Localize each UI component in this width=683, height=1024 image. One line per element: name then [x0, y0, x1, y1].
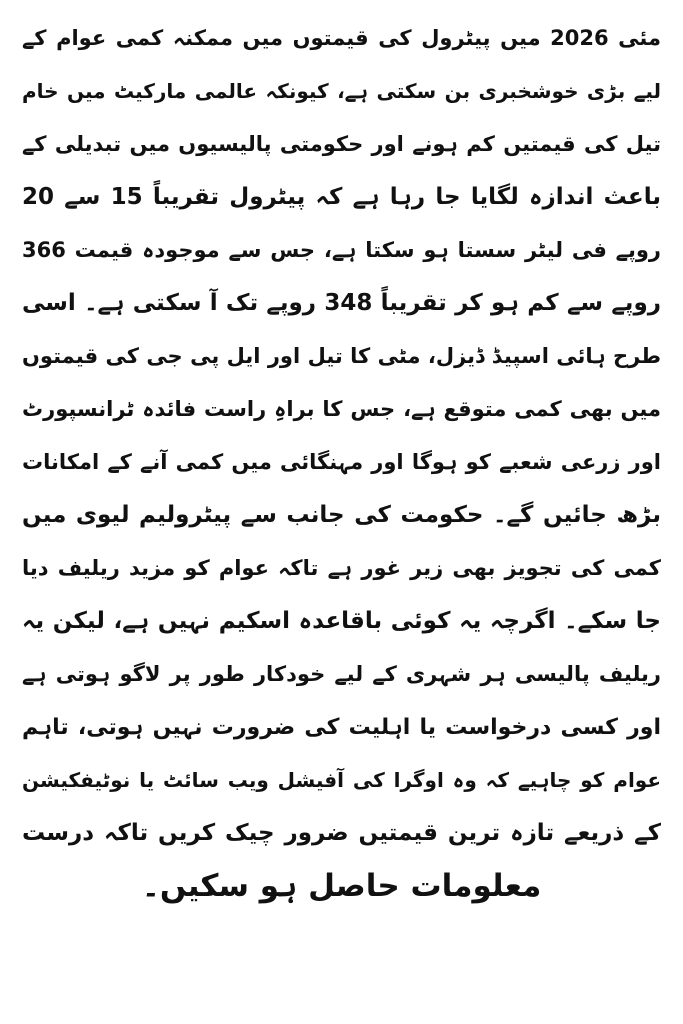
article-line: عوام کو چاہیے کہ وہ اوگرا کی آفیشل ویب سائٹ یا نوٹیفکیشن [22, 768, 661, 792]
article-line: اور زرعی شعبے کو ہوگا اور مہنگائی میں کمی آنے کے امکانات [22, 450, 661, 474]
article-line: بڑھ جائیں گے۔ حکومت کی جانب سے پیٹرولیم لیوی میں [22, 502, 661, 528]
article-line: روپے سے کم ہو کر تقریباً 348 روپے تک آ سکتی ہے۔ اسی [22, 290, 661, 316]
article-line: مئی 2026 میں پیٹرول کی قیمتوں میں ممکنہ کمی عوام کے [22, 26, 661, 50]
article-body [22, 12, 661, 913]
article-line: اور کسی درخواست یا اہلیت کی ضرورت نہیں ہوتی، تاہم [22, 715, 661, 740]
article-line: کمی کی تجویز بھی زیر غور ہے تاکہ عوام کو مزید ریلیف دیا [22, 556, 661, 580]
article-line: طرح ہائی اسپیڈ ڈیزل، مٹی کا تیل اور ایل پی جی کی قیمتوں [22, 344, 661, 368]
article-line: باعث اندازہ لگایا جا رہا ہے کہ پیٹرول تقریباً 15 سے 20 [22, 184, 661, 210]
article-line: روپے فی لیٹر سستا ہو سکتا ہے، جس سے موجودہ قیمت 366 [22, 238, 661, 262]
article-line: تیل کی قیمتیں کم ہونے اور حکومتی پالیسیوں میں تبدیلی کے [22, 132, 661, 156]
article-line: جا سکے۔ اگرچہ یہ کوئی باقاعدہ اسکیم نہیں ہے، لیکن یہ [22, 608, 661, 634]
article-line: لیے بڑی خوشخبری بن سکتی ہے، کیونکہ عالمی مارکیٹ میں خام [22, 79, 661, 103]
article-line: کے ذریعے تازہ ترین قیمتیں ضرور چیک کریں تاکہ درست [22, 820, 661, 846]
article-line: میں بھی کمی متوقع ہے، جس کا براہِ راست فائدہ ٹرانسپورٹ [22, 397, 661, 421]
article-line: ریلیف پالیسی ہر شہری کے لیے خودکار طور پر لاگو ہوتی ہے [22, 662, 661, 686]
article-line-last: معلومات حاصل ہو سکیں۔ [141, 868, 542, 904]
